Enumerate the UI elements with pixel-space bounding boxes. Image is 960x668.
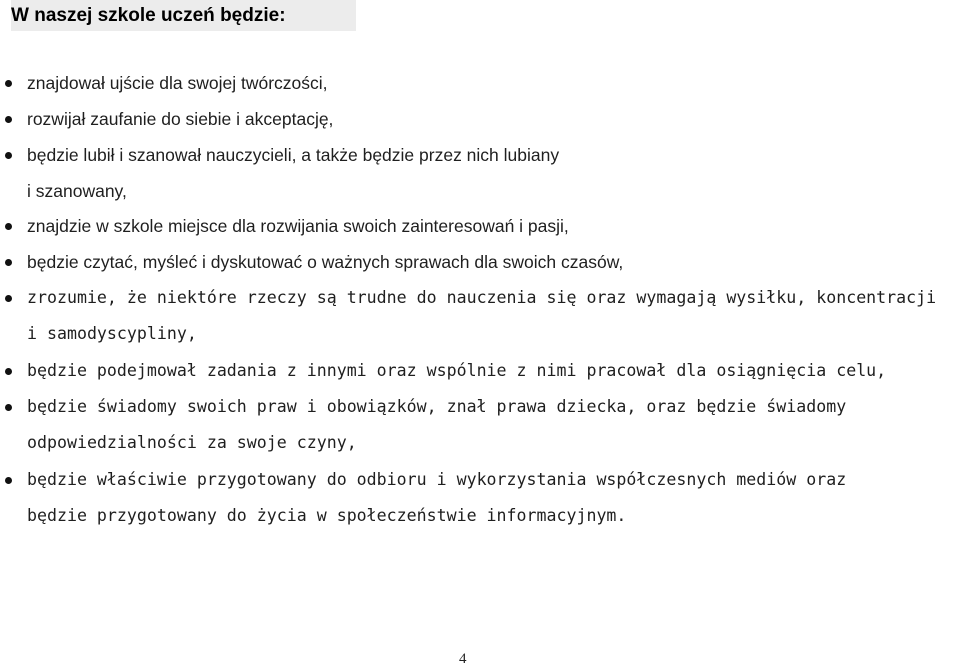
bullet-icon <box>5 259 12 266</box>
list-item: będzie czytać, myśleć i dyskutować o ważnych sprawach dla swoich czasów, <box>27 252 624 272</box>
bullet-icon <box>5 223 12 230</box>
list-item: rozwijał zaufanie do siebie i akceptację, <box>27 109 334 129</box>
bullet-icon <box>5 116 12 123</box>
list-item: będzie świadomy swoich praw i obowiązków, znał prawa dziecka, oraz będzie świadomy <box>27 397 847 416</box>
list-item: zrozumie, że niektóre rzeczy są trudne do nauczenia się oraz wymagają wysiłku, koncentracji <box>27 288 937 307</box>
bullet-icon <box>5 477 12 484</box>
bullet-icon <box>5 404 12 411</box>
list-item-continuation: będzie przygotowany do życia w społeczeństwie informacyjnym. <box>27 506 627 525</box>
page-number: 4 <box>459 651 467 667</box>
list-item: znajdzie w szkole miejsce dla rozwijania swoich zainteresowań i pasji, <box>27 216 569 236</box>
bullet-icon <box>5 368 12 375</box>
list-item: będzie właściwie przygotowany do odbioru i wykorzystania współczesnych mediów oraz <box>27 470 847 489</box>
list-item: znajdował ujście dla swojej twórczości, <box>27 73 328 93</box>
list-item: będzie podejmował zadania z innymi oraz wspólnie z nimi pracował dla osiągnięcia celu, <box>27 361 887 380</box>
list-item-continuation: i szanowany, <box>27 181 127 201</box>
list-item-continuation: odpowiedzialności za swoje czyny, <box>27 433 357 452</box>
list-item-continuation: i samodyscypliny, <box>27 324 197 343</box>
bullet-icon <box>5 80 12 87</box>
bullet-icon <box>5 152 12 159</box>
bullet-icon <box>5 295 12 302</box>
section-heading: W naszej szkole uczeń będzie: <box>11 0 356 31</box>
list-item: będzie lubił i szanował nauczycieli, a także będzie przez nich lubiany <box>27 145 560 165</box>
